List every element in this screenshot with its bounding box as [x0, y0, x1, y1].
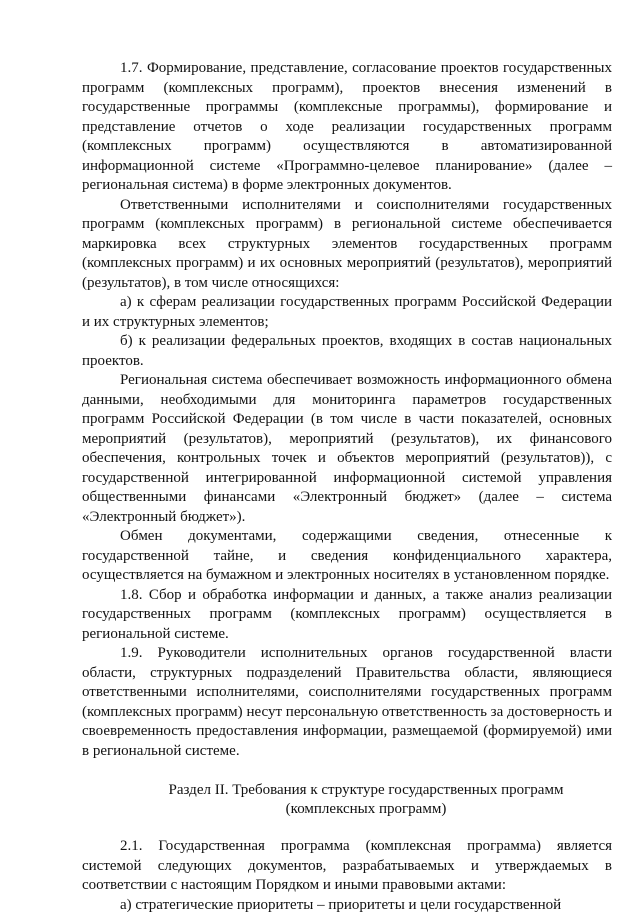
section-heading-line-2: (комплексных программ)	[120, 800, 612, 819]
paragraph-exchange: Региональная система обеспечивает возможность информационного обмена данными, необходимыми для мониторинга параметров государственных программ Российской Федерации (в том числе в части показателей, основных мероприятий (результатов), мероприятий (результатов), их финансового обеспечения, контрольных точек и объектов мероприятий (результатов)), с государственной интегрированной информационной системой управления общественными финансами «Электронный бюджет» (далее – система «Электронный бюджет»).	[82, 371, 612, 527]
paragraph-2-1: 2.1. Государственная программа (комплексная программа) является системой следующих документов, разрабатываемых и утверждаемых в соответствии с настоящим Порядком и иными правовыми актами:	[82, 837, 612, 896]
paragraph-1-7: 1.7. Формирование, представление, согласование проектов государственных программ (комплексных программ), проектов внесения изменений в государственные программы (комплексные программы), формирование и представление отчетов о ходе реализации государственных программ (комплексных программ) осуществляются в автоматизированной информационной системе «Программно-целевое планирование» (далее – региональная система) в форме электронных документов.	[82, 59, 612, 196]
section-heading	[82, 781, 612, 819]
paragraph-1-9: 1.9. Руководители исполнительных органов государственной власти области, структурных подразделений Правительства области, являющиеся ответственными исполнителями, соисполнителями государственных программ (комплексных программ) несут персональную ответственность за достоверность и своевременность предоставления информации, размещаемой (формируемой) ими в региональной системе.	[82, 644, 612, 761]
paragraph-marking: Ответственными исполнителями и соисполнителями государственных программ (комплексных программ) в региональной системе обеспечивается маркировка всех структурных элементов государственных программ (комплексных программ) и их основных мероприятий (результатов), мероприятий (результатов), в том числе относящихся:	[82, 196, 612, 294]
document-page	[82, 59, 612, 915]
paragraph-item-a: а) к сферам реализации государственных программ Российской Федерации и их структурных элементов;	[82, 293, 612, 332]
paragraph-1-8: 1.8. Сбор и обработка информации и данных, а также анализ реализации государственных программ (комплексных программ) осуществляется в региональной системе.	[82, 586, 612, 645]
paragraph-item-b: б) к реализации федеральных проектов, входящих в состав национальных проектов.	[82, 332, 612, 371]
paragraph-secret-docs: Обмен документами, содержащими сведения, отнесенные к государственной тайне, и сведения конфиденциального характера, осуществляется на бумажном и электронных носителях в установленном порядке.	[82, 527, 612, 586]
section-heading-line-1: Раздел II. Требования к структуре государственных программ	[120, 781, 612, 800]
paragraph-strategic-priorities: а) стратегические приоритеты – приоритеты и цели государственной	[82, 896, 612, 915]
